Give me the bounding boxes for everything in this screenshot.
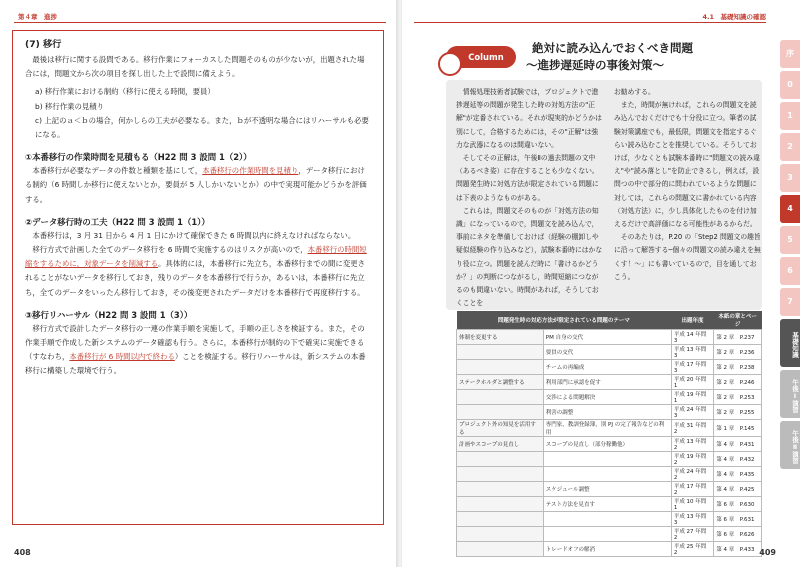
chapter-tab[interactable]: 7 — [780, 288, 800, 316]
table-row — [457, 390, 762, 405]
table-header-row — [457, 311, 762, 330]
table-cell-ref: 第 6 章 P.626 — [714, 527, 762, 542]
chapter-tab[interactable]: 5 — [780, 226, 800, 254]
header-ref: 本紙の章とページ — [714, 311, 762, 330]
paragraph: そのあたりは，P.20 の「Step2 問題文の趣旨に沿って解答する─個々の問題文の読み違えを無くす！～」にも書いているので，目を通しておこう。 — [614, 233, 761, 281]
chapter-title: 進捗 — [44, 13, 57, 21]
table-cell-year: 平成 19 年問 2 — [671, 452, 714, 467]
subsection-title-2: ②データ移行時の工夫（H22 問 3 設問 1（1）） — [25, 216, 210, 227]
chapter-tab[interactable]: 0 — [780, 71, 800, 99]
highlight-text: 本番移行の時間短縮をするために，対象データを削減する — [25, 245, 367, 269]
chapter-tab[interactable]: 4 — [780, 195, 800, 223]
item-list — [25, 85, 371, 142]
table-cell-ref: 第 4 章 P.431 — [714, 437, 762, 452]
paragraph: これらは，問題文そのものが「対処方法の知識」になっているので，問題文を読み込んで，事前にネタを準備しておけば（経験の棚卸しや疑似経験の作り込みなど），試験本番時にはかなり役に立つ。問題を読んだ時に「書けるかどうか？」の判断につながるし，時間短縮につながるのも間違いない。時間があれば，そうしておくことを — [456, 206, 603, 308]
list-item: a) 移行作業における制約（移行に使える時間，要員） — [35, 87, 215, 97]
table-cell-theme: 専門家，教訓登録簿，別 PJ の完了報告などの利用 — [543, 420, 671, 437]
column-text-left — [456, 86, 604, 310]
table-row — [457, 542, 762, 557]
table-cell-group: ステークホルダと調整する — [457, 375, 544, 390]
table-cell-theme: 利用部門に承認を促す — [543, 375, 671, 390]
chapter-tab[interactable]: 1 — [780, 102, 800, 130]
table-row — [457, 497, 762, 512]
table-cell-group — [457, 527, 544, 542]
table-cell-group — [457, 542, 544, 557]
paragraph: 情報処理技術者試験では，プロジェクトで進捗遅延等の問題が発生した時の対処方法の"正解"が定番されている。それが現実的かどうかは別にして，合格するためには，その"正解"は強力な武器になるのは間違いない。 — [456, 88, 602, 149]
table-cell-ref: 第 2 章 P.246 — [714, 375, 762, 390]
table-cell-ref: 第 4 章 P.432 — [714, 452, 762, 467]
table-row — [457, 512, 762, 527]
table-cell-group: 計画やスコープの見直し — [457, 437, 544, 452]
table-row — [457, 405, 762, 420]
left-header-rule — [14, 22, 386, 23]
left-running-header — [18, 12, 57, 21]
table-cell-year: 平成 25 年問 2 — [671, 542, 714, 557]
chapter-tab[interactable]: 6 — [780, 257, 800, 285]
table-row — [457, 437, 762, 452]
table-cell-year: 平成 13 年問 3 — [671, 512, 714, 527]
table-row — [457, 360, 762, 375]
table-cell-theme — [543, 467, 671, 482]
table-cell-group — [457, 360, 544, 375]
table-cell-theme — [543, 452, 671, 467]
table-cell-theme: スコープの見直し（部分稼働他） — [543, 437, 671, 452]
highlight-text: 本番移行の作業時間を見積り — [202, 166, 299, 176]
table-cell-theme: チームの再編成 — [543, 360, 671, 375]
table-cell-group — [457, 452, 544, 467]
chapter-tab[interactable]: 2 — [780, 133, 800, 161]
table-cell-year: 平成 17 年問 2 — [671, 482, 714, 497]
paragraph: また，時間が無ければ，これらの問題文を読み込んでおくだけでも十分役に立つ。筆者の試験対策講座でも，最低限，問題文を指定するぐらい読み込むことを推奨している。そうしておけば，少なくとも試験本番時に"問題文の読み違え"や"読み落とし"を防止できるし，例えば，設問つの中で部分的に問われているような問題に対しては，これらの問題文に書かれている内容（対処方法）に，少し具体化したものを付け加えるだけで高評価になる可能性があるからだ。 — [614, 101, 760, 229]
table-cell-year: 平成 19 年問 1 — [671, 390, 714, 405]
table-cell-year: 平成 13 年問 3 — [671, 345, 714, 360]
coffee-cup-icon — [438, 52, 462, 76]
header-year: 出題年度 — [671, 311, 714, 330]
table-cell-ref: 第 1 章 P.145 — [714, 420, 762, 437]
table-cell-group — [457, 405, 544, 420]
table-cell-theme: 交渉による問題解決 — [543, 390, 671, 405]
table-cell-theme — [543, 512, 671, 527]
subsection-title-3: ③移行リハーサル（H22 問 3 設問 1（3）） — [25, 309, 193, 320]
table-cell-theme — [543, 527, 671, 542]
chapter-label: 第４章 — [18, 13, 38, 21]
section-heading: (7) 移行 — [25, 39, 62, 50]
header-theme: 問題発生時の対応方法が限定されている問題のテーマ — [457, 311, 672, 330]
chapter-tab[interactable]: 序 — [780, 40, 800, 68]
list-item: b) 移行作業の見積り — [35, 101, 105, 111]
table-cell-year: 平成 20 年問 1 — [671, 375, 714, 390]
table-cell-theme: テスト方法を見直す — [543, 497, 671, 512]
table-cell-theme: 要員の交代 — [543, 345, 671, 360]
table-row — [457, 527, 762, 542]
paragraph: そしてその正解は，午後Ⅱの過去問題の文中（あるべき姿）に存在することも少なくない。問題発生時に対処方法が限定されている問題には下表のようなものがある。 — [456, 154, 599, 202]
part-tab[interactable]: 午後Ⅱ演習 — [780, 421, 800, 469]
table-cell-group: プロジェクト外の知見を活用する — [457, 420, 544, 437]
table-cell-theme: トレードオフの解消 — [543, 542, 671, 557]
table-row — [457, 452, 762, 467]
table-cell-group — [457, 512, 544, 527]
table-cell-ref: 第 2 章 P.253 — [714, 390, 762, 405]
table-cell-ref: 第 2 章 P.236 — [714, 345, 762, 360]
table-cell-theme: 利害の調整 — [543, 405, 671, 420]
table-row — [457, 330, 762, 345]
part-tab[interactable]: 基礎知識 — [780, 319, 800, 367]
table-row — [457, 482, 762, 497]
table-cell-ref: 第 2 章 P.238 — [714, 360, 762, 375]
table-row — [457, 420, 762, 437]
table-cell-year: 平成 13 年問 2 — [671, 437, 714, 452]
subsection-title-1: ①本番移行の作業時間を見積もる（H22 問 3 設問 1（2）） — [25, 152, 252, 163]
table-cell-group — [457, 390, 544, 405]
chapter-tab[interactable]: 3 — [780, 164, 800, 192]
section-title: 基礎知識の確認 — [720, 13, 766, 21]
right-running-header — [702, 12, 766, 21]
table-cell-year: 平成 24 年問 3 — [671, 405, 714, 420]
table-row — [457, 375, 762, 390]
table-row — [457, 467, 762, 482]
table-cell-year: 平成 17 年問 3 — [671, 360, 714, 375]
left-page — [0, 0, 398, 567]
subsection-paragraph: 本番移行が必要なデータの件数と種類を基にして，本番移行の作業時間を見積り，データ移行における制約（6 時間しか移行に使えないとか，要員が 5 人しかいないとか）の中で実現可能かどうかを評価する。 — [25, 166, 367, 204]
column-badge: Column — [446, 46, 516, 68]
section-number: 4.1 — [702, 13, 714, 21]
chapter-tabs — [780, 40, 800, 472]
table-cell-group — [457, 467, 544, 482]
table-cell-group: 体制を変更する — [457, 330, 544, 345]
page-number-right: 409 — [759, 548, 776, 557]
table-cell-ref: 第 2 章 P.255 — [714, 405, 762, 420]
right-header-rule — [414, 22, 766, 23]
table-cell-group — [457, 482, 544, 497]
table-cell-year: 平成 14 年問 3 — [671, 330, 714, 345]
subsection-paragraph: 移行方式で設計したデータ移行の一連の作業手順を実施して，手順の正しさを検証する。また，その作業手順で作成した新システムのデータ確認も行う。さらに，本番移行が制約の下で確実に実施できる（すなわち，本番移行が 6 時間以内で終わる）ことを検証する。移行リハーサルは，新システムの本番移行に構築した環境で行う。 — [25, 323, 366, 376]
table-cell-theme: スケジュール調整 — [543, 482, 671, 497]
table-cell-ref: 第 4 章 P.425 — [714, 482, 762, 497]
page-number-left: 408 — [14, 548, 31, 557]
table-cell-ref: 第 2 章 P.237 — [714, 330, 762, 345]
subsection-paragraph: 本番移行は，3 月 31 日から 4 月 1 日にかけて確保できた 6 時間以内に終えなければならない。 — [32, 230, 356, 240]
column-text-right — [614, 86, 762, 284]
table-cell-year: 平成 24 年問 2 — [671, 467, 714, 482]
table-cell-group — [457, 497, 544, 512]
table-cell-ref: 第 4 章 P.433 — [714, 542, 762, 557]
paragraph: お勧めする。 — [614, 88, 655, 96]
column-title: 絶対に読み込んでおくべき問題 — [532, 41, 693, 55]
table-cell-year: 平成 10 年問 1 — [671, 497, 714, 512]
list-item: c) 上記のａ＜ｂの場合，何かしらの工夫が必要なる。また，ｂが不透明な場合にはリハーサルも必要になる。 — [35, 115, 369, 140]
table-cell-ref: 第 4 章 P.435 — [714, 467, 762, 482]
highlight-text: 本番移行が 6 時間以内で終わる — [69, 352, 175, 362]
intro-paragraph: 最後は移行に関する設問である。移行作業にフォーカスした問題そのものが少ないが，出題された場合には，問題文から次の項目を探し出した上で設問に備えよう。 — [25, 55, 365, 79]
table-row — [457, 345, 762, 360]
table-cell-group — [457, 345, 544, 360]
table-cell-ref: 第 6 章 P.630 — [714, 497, 762, 512]
column-subtitle: ～進捗遅延時の事後対策～ — [526, 58, 664, 72]
table-cell-year: 平成 27 年問 2 — [671, 527, 714, 542]
subsection-paragraph: 移行方式で計画した全てのデータ移行を 6 時間で実施するのはリスクが高いので，本番移行の時間短縮をするために，対象データを削減する。具体的には，本番移行に先立ち，本番移行までの間に変更されることがないデータを移行しておき，残りのデータを本番移行で行うか，あるいは，本番移行に先立ち，全てのデータをいったん移行しておき，その後変更されたデータだけを本番移行で再度移行する。 — [25, 245, 367, 297]
main-text-box — [12, 30, 384, 525]
table-cell-year: 平成 31 年問 2 — [671, 420, 714, 437]
table-cell-theme: PM 自身の交代 — [543, 330, 671, 345]
problems-table — [456, 311, 762, 557]
part-tab[interactable]: 午後Ⅰ演習 — [780, 370, 800, 418]
column-header — [446, 38, 746, 76]
table-cell-ref: 第 6 章 P.631 — [714, 512, 762, 527]
